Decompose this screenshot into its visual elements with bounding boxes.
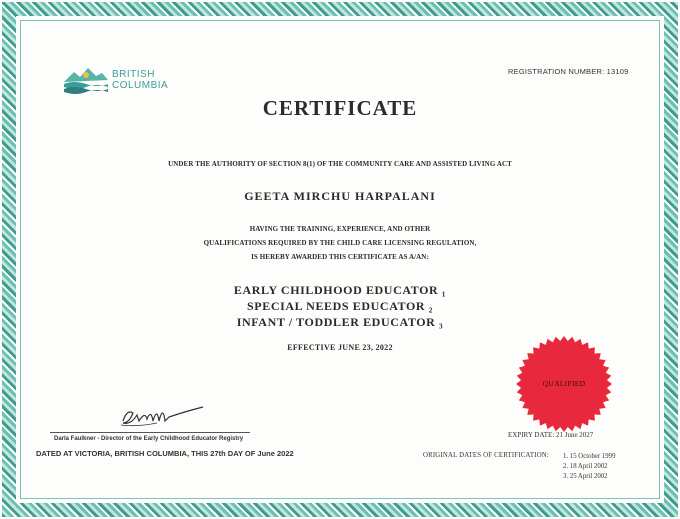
role-item: SPECIAL NEEDS EDUCATOR ₂	[247, 299, 433, 313]
signatory-caption: Darla Faulkner - Director of the Early Childhood Educator Registry	[54, 436, 244, 442]
registration-number: REGISTRATION NUMBER: 13109	[508, 67, 629, 76]
training-statement	[0, 222, 680, 264]
training-line: QUALIFICATIONS REQUIRED BY THE CHILD CARE LICENSING REGULATION,	[203, 239, 477, 247]
certification-roles	[0, 282, 680, 330]
certificate-title: CERTIFICATE	[262, 96, 418, 120]
training-line: HAVING THE TRAINING, EXPERIENCE, AND OTHER	[249, 225, 431, 233]
bc-logo	[62, 64, 182, 98]
dated-statement: DATED AT VICTORIA, BRITISH COLUMBIA, THIS 27th DAY OF June 2022	[36, 449, 294, 458]
original-date-item: 2. 18 April 2002	[563, 463, 608, 470]
training-line: IS HEREBY AWARDED THIS CERTIFICATE AS A/AN:	[251, 253, 429, 261]
bc-logo-text	[112, 69, 168, 91]
role-item: INFANT / TODDLER EDUCATOR ₃	[236, 315, 444, 329]
original-date-item: 1. 15 October 1999	[563, 453, 616, 460]
signature-line	[50, 432, 250, 433]
authority-statement: UNDER THE AUTHORITY OF SECTION 8(1) OF THE COMMUNITY CARE AND ASSISTED LIVING ACT	[168, 160, 512, 168]
logo-line-1: BRITISH	[112, 69, 155, 80]
role-item: EARLY CHILDHOOD EDUCATOR ₁	[233, 283, 447, 297]
effective-date: EFFECTIVE JUNE 23, 2022	[287, 343, 393, 352]
original-date-item: 3. 25 April 2002	[563, 473, 608, 480]
recipient-name: GEETA MIRCHU HARPALANI	[244, 189, 436, 203]
bc-logo-icon	[62, 64, 110, 94]
logo-line-2: COLUMBIA	[112, 80, 169, 91]
signature-image	[117, 401, 207, 431]
original-dates-list	[563, 452, 615, 482]
original-dates-label: ORIGINAL DATES OF CERTIFICATION:	[423, 452, 550, 459]
expiry-date: EXPIRY DATE: 21 June 2027	[508, 431, 594, 439]
seal-label: QUALIFIED	[542, 379, 586, 388]
